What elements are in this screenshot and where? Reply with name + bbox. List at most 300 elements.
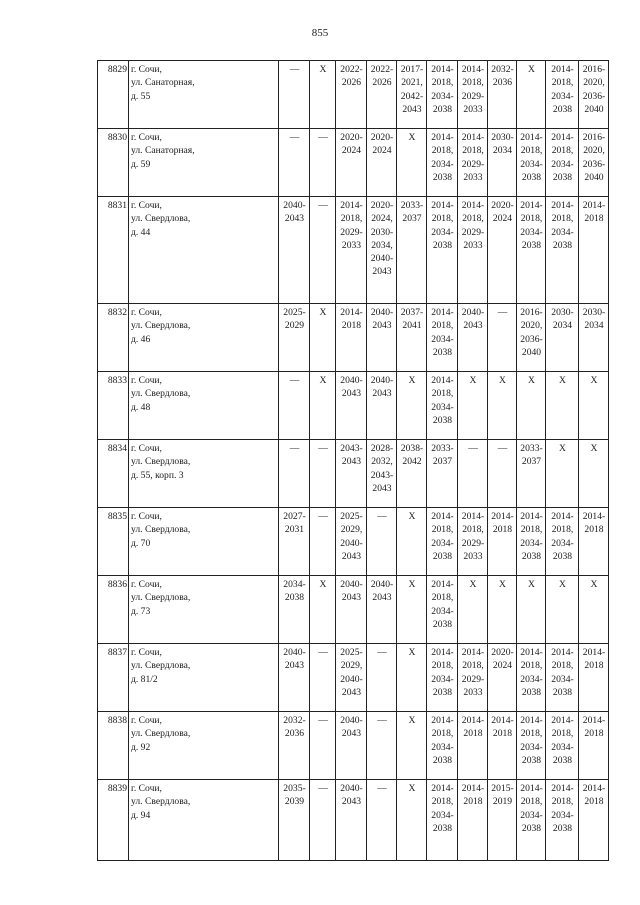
period-value: 2043	[341, 592, 362, 604]
address-line: д. 94	[131, 809, 151, 821]
period-value: 2018,	[520, 728, 543, 740]
period-cell	[579, 129, 609, 197]
period-value: 2020-	[370, 132, 394, 143]
period-cell	[546, 508, 579, 576]
period-value: 2022-	[370, 64, 394, 75]
period-value: 2014-	[461, 64, 485, 75]
period-cell	[397, 712, 427, 780]
period-cell	[517, 780, 546, 861]
period-cell	[517, 644, 546, 712]
period-cell	[310, 197, 336, 304]
period-value: X	[499, 375, 506, 386]
period-cell	[458, 372, 488, 440]
period-value: 2014-	[582, 511, 606, 522]
period-value: 2014-	[491, 511, 514, 522]
period-value: 2018,	[462, 660, 484, 672]
period-cell	[367, 440, 397, 508]
period-value: X	[590, 375, 598, 386]
period-value: 2038	[432, 686, 453, 698]
period-cell	[579, 712, 609, 780]
row-number: 8839	[98, 780, 129, 861]
period-value: 2038-	[400, 443, 424, 454]
row-number: 8838	[98, 712, 129, 780]
address-cell	[129, 372, 279, 440]
period-value: 2020-	[340, 132, 363, 143]
period-value: 2043	[372, 482, 392, 494]
period-value: 2014-	[431, 375, 454, 386]
period-value: 2036	[284, 728, 305, 740]
period-value: 2041	[402, 320, 422, 332]
period-value: X	[528, 375, 535, 386]
period-value: 2025-	[340, 511, 363, 522]
period-cell	[310, 372, 336, 440]
period-cell	[310, 304, 336, 372]
row-number: 8829	[98, 61, 129, 129]
period-value: 2018	[492, 728, 513, 740]
period-value: 2029-	[461, 673, 485, 685]
period-value: X	[528, 579, 535, 590]
period-cell	[488, 576, 517, 644]
period-value: 2034-	[431, 673, 454, 685]
period-cell	[279, 644, 310, 712]
period-cell	[517, 61, 546, 129]
period-cell	[546, 197, 579, 304]
table-row	[98, 304, 609, 372]
period-cell	[517, 712, 546, 780]
period-value: X	[590, 443, 598, 454]
schedule-table	[97, 60, 609, 861]
period-value: 2038	[432, 346, 453, 358]
period-value: X	[408, 783, 416, 794]
period-value: 2031	[284, 524, 305, 536]
address-line: г. Сочи,	[131, 647, 162, 658]
period-value: 2030-	[370, 226, 394, 238]
period-cell	[546, 304, 579, 372]
period-value: X	[408, 715, 416, 726]
address-line: д. 48	[131, 401, 151, 413]
period-value: 2018,	[551, 213, 574, 225]
period-value: 2018,	[551, 728, 574, 740]
period-cell	[336, 61, 367, 129]
period-value: 2018,	[520, 524, 543, 536]
period-cell	[397, 576, 427, 644]
period-value: 2018	[584, 213, 604, 225]
period-cell	[279, 372, 310, 440]
period-cell	[427, 61, 458, 129]
address-line: ул. Свердлова,	[131, 524, 191, 536]
period-value: 2027-	[283, 511, 306, 522]
period-value: 2014-	[551, 511, 574, 522]
period-value: 2034-	[551, 809, 574, 821]
period-cell	[336, 508, 367, 576]
period-value: 2018,	[520, 213, 543, 225]
period-value: 2014-	[431, 511, 454, 522]
period-value: X	[528, 64, 535, 75]
period-value: 2043	[372, 266, 392, 278]
table-row	[98, 440, 609, 508]
period-value: 2038	[552, 686, 573, 698]
period-value: —	[377, 715, 387, 726]
period-cell	[546, 576, 579, 644]
address-line: ул. Свердлова,	[131, 456, 191, 468]
period-value: 2029,	[340, 660, 363, 672]
period-value: —	[318, 132, 328, 143]
period-cell	[310, 644, 336, 712]
period-value: 2040-	[340, 537, 363, 549]
period-value: 2029-	[461, 158, 485, 170]
row-number: 8830	[98, 129, 129, 197]
period-value: 2018,	[431, 213, 454, 225]
period-value: 2018,	[551, 660, 574, 672]
period-value: 2034-	[520, 741, 543, 753]
address-line: д. 44	[131, 226, 151, 238]
period-cell	[458, 780, 488, 861]
address-line: г. Сочи,	[131, 64, 162, 75]
period-value: —	[318, 443, 328, 454]
period-cell	[458, 440, 488, 508]
period-value: 2018,	[520, 796, 543, 808]
period-cell	[488, 508, 517, 576]
period-value: 2024	[492, 660, 513, 672]
period-value: 2040-	[283, 647, 306, 658]
period-value: 2021,	[401, 77, 423, 89]
period-value: 2014-	[431, 64, 454, 75]
period-cell	[427, 712, 458, 780]
period-cell	[488, 129, 517, 197]
period-value: 2014-	[431, 132, 454, 143]
period-value: 2020-	[491, 647, 514, 658]
period-value: 2014-	[431, 783, 454, 794]
period-value: 2034-	[551, 90, 574, 102]
period-value: 2018	[584, 728, 604, 740]
row-number: 8837	[98, 644, 129, 712]
period-value: —	[289, 64, 300, 75]
period-cell	[427, 508, 458, 576]
period-cell	[367, 304, 397, 372]
period-value: 2029-	[340, 226, 363, 238]
address-line: д. 81/2	[131, 673, 158, 685]
period-value: 2034	[552, 320, 573, 332]
address-line: д. 73	[131, 605, 151, 617]
period-value: —	[289, 443, 300, 454]
period-value: —	[318, 715, 328, 726]
table-row	[98, 780, 609, 861]
period-value: 2038	[432, 239, 453, 251]
period-value: 2036-	[582, 158, 606, 170]
period-cell	[517, 129, 546, 197]
period-value: 2014-	[520, 715, 543, 726]
period-cell	[579, 780, 609, 861]
period-value: 2038	[521, 171, 542, 183]
address-line: д. 55	[131, 90, 151, 102]
period-value: 2014-	[551, 200, 574, 211]
table-row	[98, 576, 609, 644]
period-value: —	[318, 647, 328, 658]
address-cell	[129, 780, 279, 861]
period-value: 2033	[463, 550, 483, 562]
period-value: 2014-	[431, 307, 454, 318]
period-value: 2037	[432, 456, 453, 468]
address-line: г. Сочи,	[131, 715, 162, 726]
period-cell	[367, 644, 397, 712]
period-cell	[310, 61, 336, 129]
row-number: 8836	[98, 576, 129, 644]
period-cell	[279, 780, 310, 861]
period-value: X	[319, 579, 327, 590]
period-value: 2034-	[431, 226, 454, 238]
period-value: 2014-	[551, 132, 574, 143]
period-value: 2014-	[520, 200, 543, 211]
period-value: 2043	[284, 660, 305, 672]
period-value: 2040-	[370, 253, 394, 265]
period-value: 2032-	[283, 715, 306, 726]
period-value: 2043	[463, 320, 483, 332]
period-value: 2016-	[520, 307, 543, 318]
period-cell	[517, 508, 546, 576]
period-cell	[488, 61, 517, 129]
period-value: 2043	[372, 320, 392, 332]
period-cell	[279, 508, 310, 576]
period-value: 2038	[521, 822, 542, 834]
period-cell	[517, 197, 546, 304]
period-value: X	[408, 579, 416, 590]
period-cell	[427, 372, 458, 440]
row-number: 8833	[98, 372, 129, 440]
address-line: ул. Свердлова,	[131, 728, 191, 740]
period-cell	[336, 712, 367, 780]
period-value: —	[468, 443, 478, 454]
address-cell	[129, 712, 279, 780]
period-cell	[458, 197, 488, 304]
table-row	[98, 197, 609, 304]
period-cell	[336, 780, 367, 861]
period-cell	[397, 508, 427, 576]
row-number: 8835	[98, 508, 129, 576]
period-value: 2014-	[461, 200, 485, 211]
period-value: —	[377, 783, 387, 794]
period-value: 2025-	[283, 307, 306, 318]
period-value: 2018,	[340, 213, 363, 225]
period-value: 2033	[463, 171, 483, 183]
period-value: 2029,	[340, 524, 363, 536]
period-value: 2040	[521, 346, 542, 358]
period-value: —	[289, 132, 300, 143]
period-value: 2014-	[520, 783, 543, 794]
period-value: 2034-	[431, 158, 454, 170]
address-line: ул. Свердлова,	[131, 213, 191, 225]
period-value: 2043	[284, 213, 305, 225]
period-value: 2014-	[551, 647, 574, 658]
period-value: 2034-	[551, 537, 574, 549]
page-number: 855	[311, 27, 329, 39]
period-value: 2014-	[461, 132, 485, 143]
period-value: 2035-	[283, 783, 306, 794]
address-line: ул. Свердлова,	[131, 388, 191, 400]
period-value: 2014-	[520, 511, 543, 522]
address-cell	[129, 61, 279, 129]
period-cell	[488, 712, 517, 780]
period-cell	[310, 440, 336, 508]
period-value: 2038	[552, 171, 573, 183]
period-cell	[579, 61, 609, 129]
period-value: X	[559, 443, 566, 454]
period-value: 2014-	[431, 647, 454, 658]
period-value: X	[499, 579, 506, 590]
period-value: 2040-	[340, 715, 363, 726]
period-value: 2034-	[520, 673, 543, 685]
period-value: —	[377, 647, 387, 658]
period-cell	[546, 372, 579, 440]
address-line: ул. Свердлова,	[131, 660, 191, 672]
period-value: 2018,	[431, 524, 454, 536]
period-value: 2033-	[520, 443, 543, 454]
period-value: 2014-	[551, 783, 574, 794]
period-value: 2034,	[371, 239, 393, 251]
address-line: г. Сочи,	[131, 783, 162, 794]
period-cell	[579, 644, 609, 712]
period-value: 2036	[492, 77, 513, 89]
period-value: 2042-	[400, 90, 424, 102]
period-value: 2043	[341, 388, 362, 400]
period-value: 2024	[372, 145, 392, 157]
period-value: 2014-	[461, 511, 485, 522]
address-line: ул. Свердлова,	[131, 796, 191, 808]
period-value: X	[408, 375, 416, 386]
period-value: 2014-	[491, 715, 514, 726]
period-cell	[458, 644, 488, 712]
period-cell	[458, 129, 488, 197]
period-value: 2043	[341, 550, 362, 562]
period-value: 2040-	[340, 783, 363, 794]
period-value: —	[318, 200, 328, 211]
period-value: 2043-	[340, 443, 363, 454]
period-value: 2030-	[551, 307, 574, 318]
period-value: 2029-	[461, 90, 485, 102]
period-value: 2034-	[431, 741, 454, 753]
period-cell	[279, 129, 310, 197]
period-cell	[517, 440, 546, 508]
period-cell	[579, 372, 609, 440]
period-value: 2037	[521, 456, 542, 468]
period-value: 2016-	[582, 132, 606, 143]
address-line: д. 92	[131, 741, 151, 753]
period-value: 2024,	[371, 213, 393, 225]
period-cell	[517, 576, 546, 644]
period-value: 2018,	[462, 77, 484, 89]
address-line: д. 46	[131, 333, 151, 345]
period-value: 2038	[521, 754, 542, 766]
table-row	[98, 644, 609, 712]
period-value: 2015-	[491, 783, 514, 794]
period-value: 2033-	[400, 200, 424, 211]
period-value: 2024	[341, 145, 362, 157]
period-cell	[310, 508, 336, 576]
period-value: 2033	[341, 239, 362, 251]
period-value: 2038	[552, 103, 573, 115]
period-cell	[279, 440, 310, 508]
address-line: г. Сочи,	[131, 579, 162, 590]
period-cell	[336, 440, 367, 508]
period-value: X	[469, 579, 477, 590]
period-value: 2029-	[461, 537, 485, 549]
period-value: X	[559, 579, 566, 590]
period-value: 2036-	[520, 333, 543, 345]
period-value: 2038	[432, 414, 453, 426]
period-value: 2018	[492, 524, 513, 536]
period-cell	[397, 440, 427, 508]
period-value: 2040-	[461, 307, 485, 318]
period-value: 2032-	[491, 64, 514, 75]
period-value: 2040-	[370, 375, 394, 386]
period-value: 2014-	[520, 647, 543, 658]
period-cell	[427, 644, 458, 712]
period-value: 2034-	[520, 158, 543, 170]
period-value: 2034-	[551, 673, 574, 685]
period-cell	[367, 61, 397, 129]
period-cell	[397, 197, 427, 304]
period-value: 2043	[372, 592, 392, 604]
period-cell	[546, 712, 579, 780]
period-value: 2014-	[582, 783, 606, 794]
period-cell	[458, 508, 488, 576]
period-value: 2034-	[431, 90, 454, 102]
period-value: 2018,	[520, 145, 543, 157]
period-value: 2018,	[551, 524, 574, 536]
period-cell	[488, 780, 517, 861]
period-cell	[336, 372, 367, 440]
period-value: 2014-	[461, 783, 485, 794]
period-value: 2014-	[520, 132, 543, 143]
period-value: 2034-	[283, 579, 306, 590]
period-cell	[336, 304, 367, 372]
period-value: 2018	[463, 728, 483, 740]
period-value: 2018,	[431, 660, 454, 672]
period-cell	[336, 197, 367, 304]
period-value: 2014-	[582, 200, 606, 211]
period-value: 2034-	[431, 605, 454, 617]
period-value: 2018,	[431, 796, 454, 808]
period-cell	[279, 576, 310, 644]
period-value: 2034-	[551, 158, 574, 170]
address-line: ул. Санаторная,	[131, 145, 195, 157]
period-value: 2018,	[431, 388, 454, 400]
period-value: 2016-	[582, 64, 606, 75]
period-cell	[546, 644, 579, 712]
period-cell	[279, 61, 310, 129]
period-value: 2037	[402, 213, 422, 225]
period-value: 2014-	[582, 647, 606, 658]
period-cell	[397, 780, 427, 861]
period-value: 2017-	[400, 64, 424, 75]
period-value: X	[319, 307, 327, 318]
period-cell	[488, 372, 517, 440]
period-value: 2018,	[520, 660, 543, 672]
address-line: ул. Свердлова,	[131, 320, 191, 332]
period-cell	[397, 304, 427, 372]
period-value: 2040-	[340, 673, 363, 685]
period-cell	[488, 440, 517, 508]
period-value: 2014-	[461, 647, 485, 658]
period-value: 2043	[341, 728, 362, 740]
period-cell	[488, 304, 517, 372]
period-value: 2020-	[370, 200, 394, 211]
period-cell	[279, 304, 310, 372]
period-value: 2034	[492, 145, 513, 157]
period-value: 2038	[521, 239, 542, 251]
period-cell	[397, 129, 427, 197]
period-value: 2026	[341, 77, 362, 89]
period-value: 2034	[584, 320, 604, 332]
